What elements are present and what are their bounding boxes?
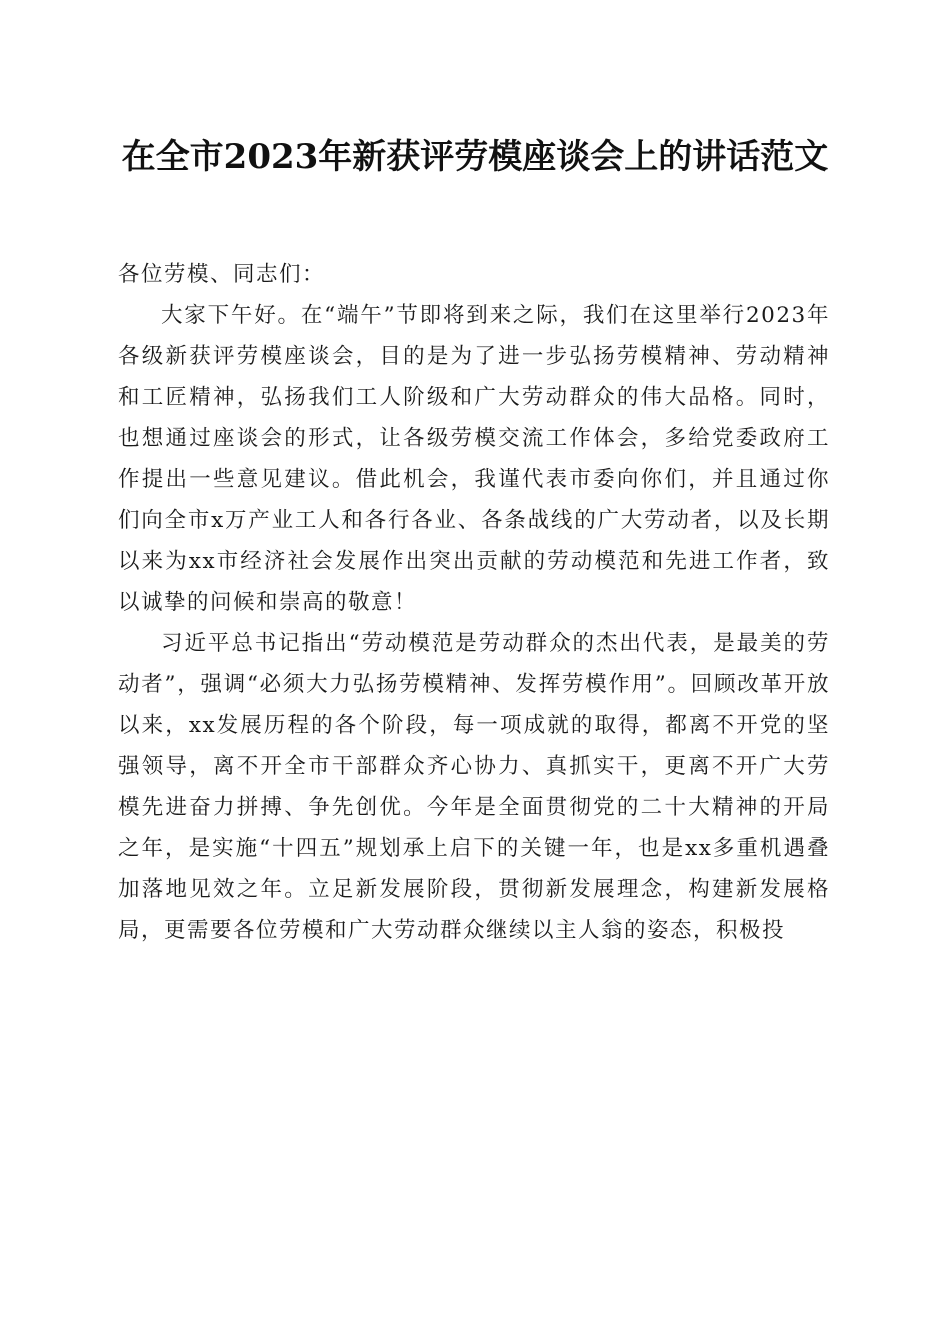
document-title: 在全市2023年新获评劳模座谈会上的讲话范文 (121, 137, 829, 177)
paragraph-1: 大家下午好。在“端午”节即将到来之际，我们在这里举行2023年各级新获评劳模座谈会，目的是为了进一步弘扬劳模精神、劳动精神和工匠精神，弘扬我们工人阶级和广大劳动群众的伟大品格。同时，也想通过座谈会的形式，让各级劳模交流工作体会，多给党委政府工作提出一些意见建议。借此机会，我谨代表市委向你们，并且通过你们向全市x万产业工人和各行各业、各条战线的广大劳动者，以及长期以来为xx市经济社会发展作出突出贡献的劳动模范和先进工作者，致以诚挚的问候和崇高的敬意！ (118, 303, 830, 615)
salutation: 各位劳模、同志们： (118, 262, 326, 287)
paragraph-2: 习近平总书记指出“劳动模范是劳动群众的杰出代表，是最美的劳动者”，强调“必须大力弘扬劳模精神、发挥劳模作用”。回顾改革开放以来，xx发展历程的各个阶段，每一项成就的取得，都离不开党的坚强领导，离不开全市干部群众齐心协力、真抓实干，更离不开广大劳模先进奋力拼搏、争先创优。今年是全面贯彻党的二十大精神的开局之年，是实施“十四五”规划承上启下的关键一年，也是xx多重机遇叠加落地见效之年。立足新发展阶段，贯彻新发展理念，构建新发展格局，更需要各位劳模和广大劳动群众继续以主人翁的姿态，积极投 (118, 631, 830, 943)
document-body (118, 254, 830, 951)
